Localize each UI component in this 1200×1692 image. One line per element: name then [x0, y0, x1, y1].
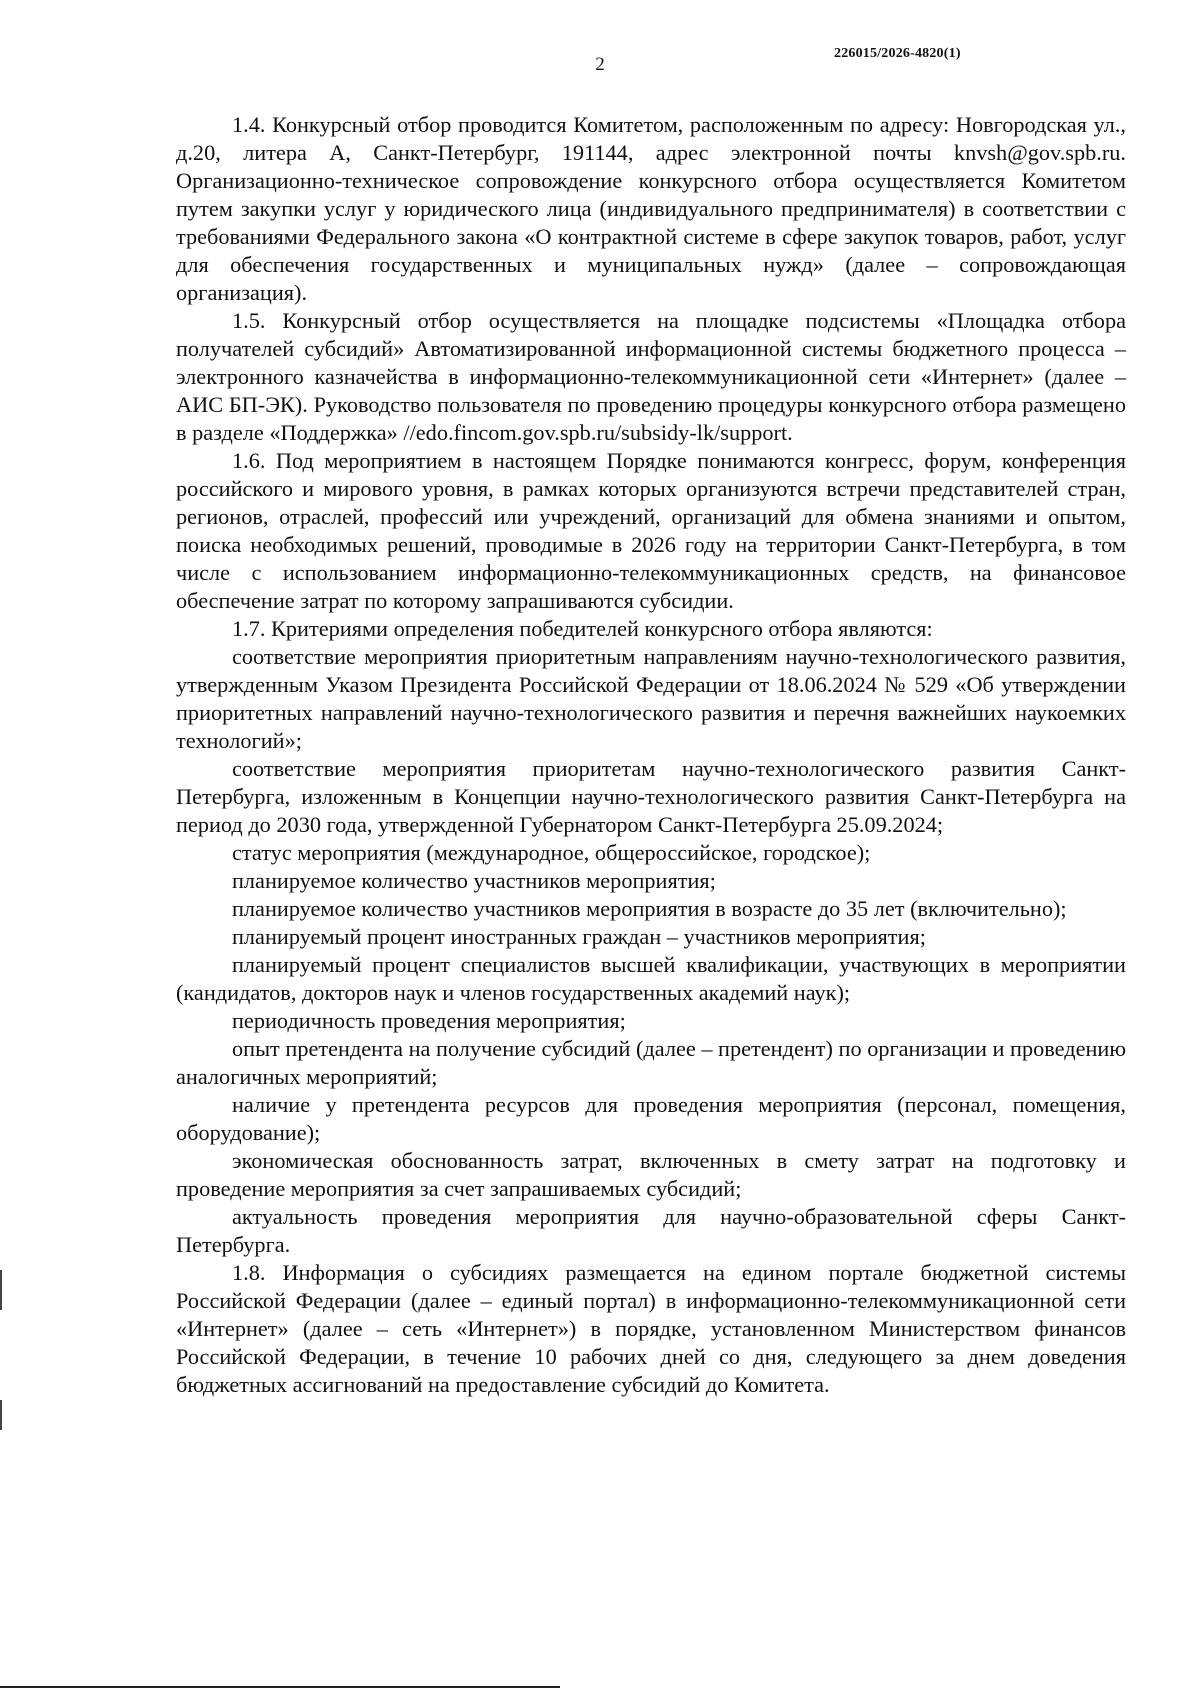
- scan-edge-mark: [0, 1270, 2, 1310]
- paragraph-1-7: 1.7. Критериями определения победителей конкурсного отбора являются:: [232, 616, 933, 641]
- criterion-periodicity: периодичность проведения мероприятия;: [232, 1008, 626, 1033]
- paragraph-1-4: 1.4. Конкурсный отбор проводится Комитетом, расположенным по адресу: Новгородская ул., д.20, литера А, Санкт-Петербург, 191144, адрес электронной почты knvsh@gov.spb.ru. Организационно-техническое сопровождение конкурсного отбора осуществляется Комитетом путем закупки услуг у юридического лица (индивидуального предпринимателя) в соответствии с требованиями Федерального закона «О контрактной системе в сфере закупок товаров, работ, услуг для обеспечения государственных и муниципальных нужд» (далее – сопровождающая организация).: [176, 112, 1126, 305]
- scan-edge-mark: [0, 1400, 2, 1430]
- paragraph-1-5: 1.5. Конкурсный отбор осуществляется на площадке подсистемы «Площадка отбора получателей субсидий» Автоматизированной информационной системы бюджетного процесса – электронного казначейства в информационно-телекоммуникационной сети «Интернет» (далее – АИС БП-ЭК). Руководство пользователя по проведению процедуры конкурсного отбора размещено в разделе «Поддержка» //edo.fincom.gov.spb.ru/subsidy-lk/support.: [176, 308, 1126, 445]
- scan-bottom-line: [0, 1686, 560, 1688]
- criterion-cost-justification: экономическая обоснованность затрат, включенных в смету затрат на подготовку и проведение мероприятия за счет запрашиваемых субсидий;: [176, 1148, 1126, 1201]
- criterion-relevance: актуальность проведения мероприятия для научно-образовательной сферы Санкт-Петербурга.: [176, 1204, 1126, 1257]
- page-number: 2: [595, 54, 605, 75]
- document-id: 226015/2026-4820(1): [834, 46, 961, 61]
- criterion-status: статус мероприятия (международное, общероссийское, городское);: [232, 840, 871, 865]
- criterion-priority-directions: соответствие мероприятия приоритетным направлениям научно-технологического развития, утвержденным Указом Президента Российской Федерации от 18.06.2024 № 529 «Об утверждении приоритетных направлений научно-технологического развития и перечня важнейших наукоемких технологий»;: [176, 644, 1126, 753]
- criterion-foreign-participants: планируемый процент иностранных граждан – участников мероприятия;: [232, 924, 926, 949]
- criterion-specialists: планируемый процент специалистов высшей квалификации, участвующих в мероприятии (кандидатов, докторов наук и членов государственных академий наук);: [176, 952, 1126, 1005]
- paragraph-1-6: 1.6. Под мероприятием в настоящем Порядке понимаются конгресс, форум, конференция российского и мирового уровня, в рамках которых организуются встречи представителей стран, регионов, отраслей, профессий или учреждений, организаций для обмена знаниями и опытом, поиска необходимых решений, проводимые в 2026 году на территории Санкт-Петербурга, в том числе с использованием информационно-телекоммуникационных средств, на финансовое обеспечение затрат по которому запрашиваются субсидии.: [176, 448, 1126, 613]
- paragraph-1-8: 1.8. Информация о субсидиях размещается на едином портале бюджетной системы Российской Федерации (далее – единый портал) в информационно-телекоммуникационной сети «Интернет» (далее – сеть «Интернет») в порядке, установленном Министерством финансов Российской Федерации, в течение 10 рабочих дней со дня, следующего за днем доведения бюджетных ассигнований на предоставление субсидий до Комитета.: [176, 1260, 1126, 1397]
- criterion-resources: наличие у претендента ресурсов для проведения мероприятия (персонал, помещения, оборудование);: [176, 1092, 1126, 1145]
- criterion-participants: планируемое количество участников мероприятия;: [232, 868, 716, 893]
- document-body: [176, 111, 1126, 1399]
- criterion-experience: опыт претендента на получение субсидий (далее – претендент) по организации и проведению аналогичных мероприятий;: [176, 1036, 1126, 1089]
- criterion-spb-priorities: соответствие мероприятия приоритетам научно-технологического развития Санкт-Петербурга, изложенным в Концепции научно-технологического развития Санкт-Петербурга на период до 2030 года, утвержденной Губернатором Санкт-Петербурга 25.09.2024;: [176, 756, 1126, 837]
- criterion-young-participants: планируемое количество участников мероприятия в возрасте до 35 лет (включительно);: [232, 896, 1067, 921]
